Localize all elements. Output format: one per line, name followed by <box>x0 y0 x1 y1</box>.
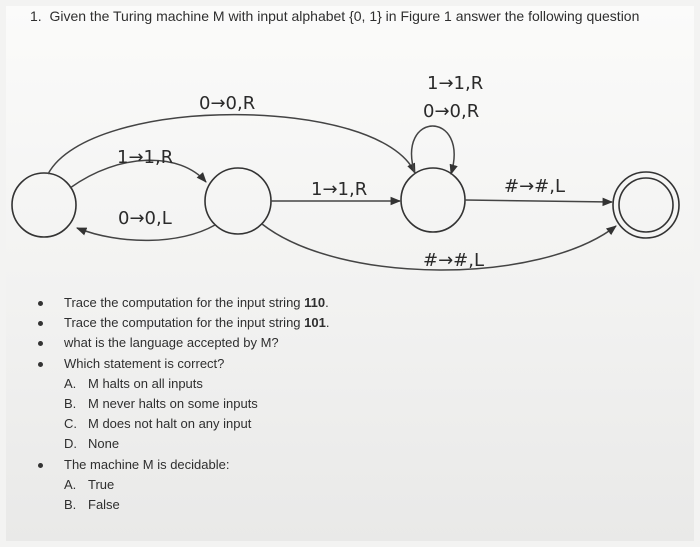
decidable-option-b: B. False <box>64 497 120 513</box>
option-b: B. M never halts on some inputs <box>64 396 258 412</box>
bullet-language: what is the language accepted by M? <box>38 333 329 353</box>
label-q1-to-accept: #→#,L <box>423 250 484 271</box>
bullet-trace-110: Trace the computation for the input string 110. <box>38 293 329 313</box>
state-q0 <box>12 173 76 237</box>
label-q1-to-q0: 0→0,L <box>118 208 172 229</box>
state-accept-outer <box>613 172 679 238</box>
bullet-trace-101: Trace the computation for the input string 101. <box>38 313 329 333</box>
state-q1 <box>205 168 271 234</box>
decidable-option-a: A. True <box>64 476 115 492</box>
edge-q0-to-q2-top <box>48 115 415 174</box>
bullet-decidable: The machine M is decidable: A. True B. False <box>38 455 329 516</box>
option-c: C. M does not halt on any input <box>64 416 252 432</box>
statement-options <box>64 374 329 455</box>
question-text: Given the Turing machine M with input alphabet {0, 1} in Figure 1 answer the following question <box>49 8 640 24</box>
state-accept-inner <box>619 178 673 232</box>
label-q2-loop-line1: 1→1,R <box>427 73 484 94</box>
question-number: 1. <box>30 8 42 24</box>
edge-q2-to-accept <box>465 200 612 202</box>
label-q2-to-accept: #→#,L <box>504 176 565 197</box>
label-q0-to-q2-top: 0→0,R <box>199 93 256 114</box>
edge-q2-self-loop <box>412 126 455 174</box>
label-q1-to-q2: 1→1,R <box>311 179 368 200</box>
question-list <box>38 293 329 515</box>
label-q0-self-top: 1→1,R <box>117 147 174 168</box>
option-a: A. M halts on all inputs <box>64 375 203 391</box>
state-q2 <box>401 168 465 232</box>
option-d: D. None <box>64 436 120 452</box>
decidable-options <box>64 475 329 515</box>
label-q2-loop-line2: 0→0,R <box>423 101 480 122</box>
bullet-which-statement: Which statement is correct? A. M halts on all inputs B. M never halts on some inputs C. M does not halt on any input D. None <box>38 354 329 455</box>
